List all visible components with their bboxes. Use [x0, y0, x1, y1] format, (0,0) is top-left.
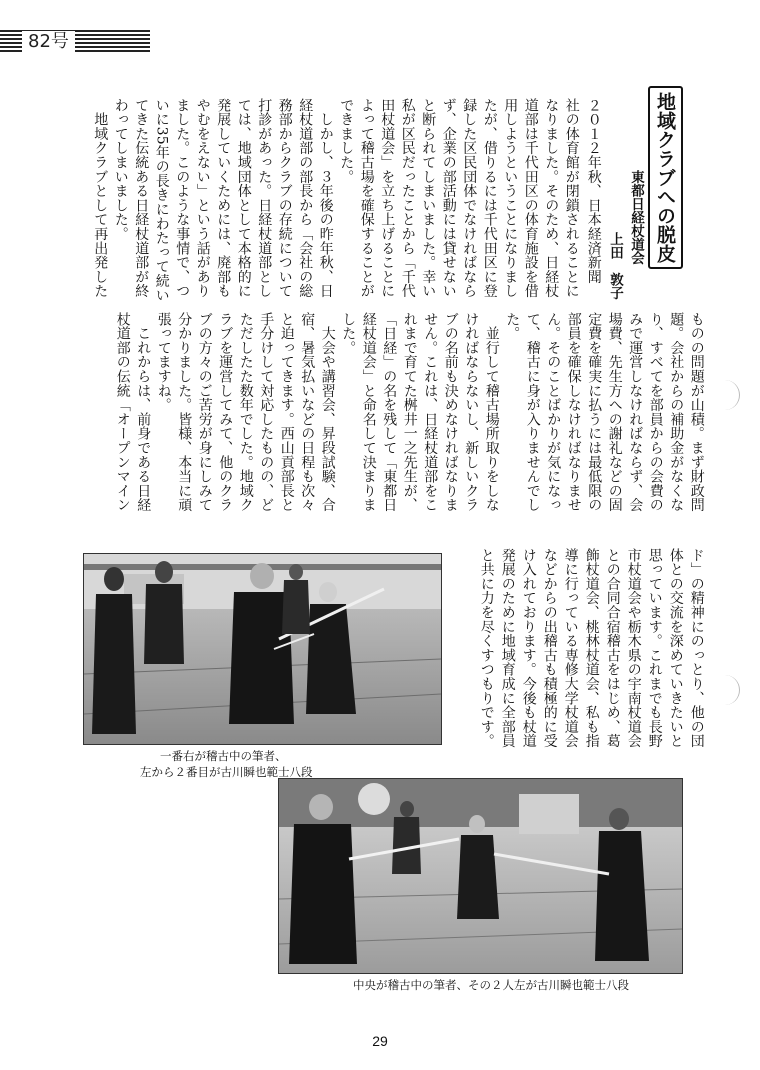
middle-body-column: 並行して稽古場所取りをしな — [483, 312, 500, 513]
author-name: 上田 敦子 — [607, 232, 623, 300]
photo-training-1-image — [84, 554, 441, 744]
lower-body-column: 飾杖道会、桃林杖道会、私も指 — [583, 548, 600, 749]
upper-body-column: と断られてしまいました。幸い — [420, 98, 437, 299]
upper-body-column: 務部からクラブの存続について — [276, 98, 293, 299]
middle-body-column: した。 — [340, 312, 357, 355]
upper-body-column: たが、借りるには千代田区に登 — [481, 98, 498, 299]
middle-body-column: り、すべてを部員からの会費の — [647, 312, 664, 513]
middle-body-column: ん。そのことばかりが気になっ — [545, 312, 562, 513]
organization-name: 東都日経杖道会 — [628, 170, 644, 265]
upper-body-column: ました。このような事情で、つ — [174, 98, 191, 299]
middle-body-column: 宿、暑気払いなどの日程も次々 — [299, 312, 316, 513]
lower-body-column: 市杖道会や栃木県の宇南杖道会 — [625, 548, 642, 749]
binder-hole-mark — [717, 380, 740, 410]
lower-body-column: などからの出稽古も積極的に受 — [541, 548, 558, 749]
binder-hole-mark — [717, 675, 740, 705]
upper-body-column: ず、企業の部活動には貸せない — [440, 98, 457, 299]
lower-body-column: ド」の精神にのっとり、他の団 — [688, 548, 705, 749]
upper-body-column: 発展していくためには、廃部も — [215, 98, 232, 299]
middle-body-column: 定費を確実に払うには最低限の — [586, 312, 603, 513]
photo-2-caption: 中央が稽古中の筆者、その２人左が古川瞬也範士八段 — [353, 978, 629, 992]
upper-body-column: ては、地域団体として本格的に — [235, 98, 252, 299]
middle-body-column: 題。会社からの補助金がなくな — [668, 312, 685, 513]
upper-body-column: よって稽古場を確保することが — [358, 98, 375, 299]
upper-body-column: てきた伝統ある日経杖道部が終 — [133, 98, 150, 299]
upper-body-column: 地域クラブとして再出発した — [92, 98, 109, 299]
middle-body-column: 経杖道会」と命名して決まりま — [360, 312, 377, 513]
lower-body-column: 導に行っている専修大学杖道会 — [562, 548, 579, 749]
upper-body-column: できました。 — [338, 98, 355, 184]
middle-body-column: 大会や講習会、昇段試験、合 — [319, 312, 336, 513]
upper-body-column: 社の体育館が閉鎖されることに — [563, 98, 580, 299]
middle-body-column: みで運営しなければならず、会 — [627, 312, 644, 513]
middle-body-column: 分かりました。皆様、本当に頑 — [176, 312, 193, 513]
middle-body-column: ければならないし、新しいクラ — [463, 312, 480, 513]
middle-body-column: ブの名前も決めなければなりま — [442, 312, 459, 513]
lead-column: ２０１２年秋、日本経済新聞 — [585, 98, 602, 284]
upper-body-column: 録した区民団体でなければなら — [461, 98, 478, 299]
upper-body-column: 田杖道会」を立ち上げることに — [379, 98, 396, 299]
photo-training-1 — [83, 553, 442, 745]
middle-body-column: 杖道部の伝統「オープンマイン — [114, 312, 131, 513]
lower-body-column: との合同合宿稽古をはじめ、葛 — [604, 548, 621, 749]
photo-1-caption-line-1: 一番右が稽古中の筆者、 — [160, 749, 287, 763]
middle-body-column: ものの問題が山積。まず財政問 — [688, 312, 705, 513]
lower-body-column: と共に力を尽くすつもりです。 — [478, 548, 495, 749]
photo-1-caption-line-2: 左から２番目が古川瞬也範士八段 — [140, 765, 313, 779]
middle-body-column: 張ってますね。 — [155, 312, 172, 413]
upper-body-column: 私が区民だったことから「千代 — [399, 98, 416, 299]
middle-body-column: 「日経」の名を残して「東都日 — [381, 312, 398, 513]
upper-body-column: なりました。そのため、日経杖 — [543, 98, 560, 299]
middle-body-column: 場費、先生方への謝礼などの固 — [606, 312, 623, 513]
middle-body-column: 手分けして対応したものの、ど — [258, 312, 275, 513]
upper-body-column: しかし、３年後の昨年秋、日 — [317, 98, 334, 299]
middle-body-column: と迫ってきます。西山貢部長と — [278, 312, 295, 513]
lower-body-column: 発展のために地域育成に全部員 — [499, 548, 516, 749]
middle-body-column: ラブを運営してみて、他のクラ — [217, 312, 234, 513]
middle-body-column: ブの方々のご苦労が身にしみて — [196, 312, 213, 513]
upper-body-column: いに35年の長きにわたって続い — [153, 98, 170, 303]
middle-body-column: これからは、前身である日経 — [135, 312, 152, 513]
photo-training-2 — [278, 778, 683, 974]
article-title: 地域クラブへの脱皮 — [648, 86, 683, 269]
middle-body-column: せん。これは、日経杖道部をこ — [422, 312, 439, 513]
photo-training-2-image — [279, 779, 682, 973]
middle-body-column: た。 — [504, 312, 521, 341]
upper-body-column: 打診があった。日経杖道部とし — [256, 98, 273, 299]
lower-body-column: 思っています。これまでも長野 — [646, 548, 663, 749]
middle-body-column: ただしたた数年でした。地域ク — [237, 312, 254, 513]
lower-body-column: け入れております。今後も杖道 — [520, 548, 537, 749]
middle-body-column: て、稽古に身が入りませんでし — [524, 312, 541, 513]
middle-body-column: れまで育てた桝井一之先生が、 — [401, 312, 418, 513]
middle-body-column: 部員を確保しなければなりませ — [565, 312, 582, 513]
upper-body-column: 道部は千代田区の体育施設を借 — [522, 98, 539, 299]
issue-number: 82号 — [22, 31, 75, 53]
upper-body-column: わってしまいました。 — [112, 98, 129, 241]
upper-body-column: やむをえない」という話があり — [194, 98, 211, 299]
upper-body-column: 用しようということになりまし — [502, 98, 519, 299]
lower-body-column: 体との交流を深めていきたいと — [667, 548, 684, 749]
page-number: 29 — [372, 1033, 388, 1049]
upper-body-column: 経杖道部の部長から「会社の総 — [297, 98, 314, 299]
